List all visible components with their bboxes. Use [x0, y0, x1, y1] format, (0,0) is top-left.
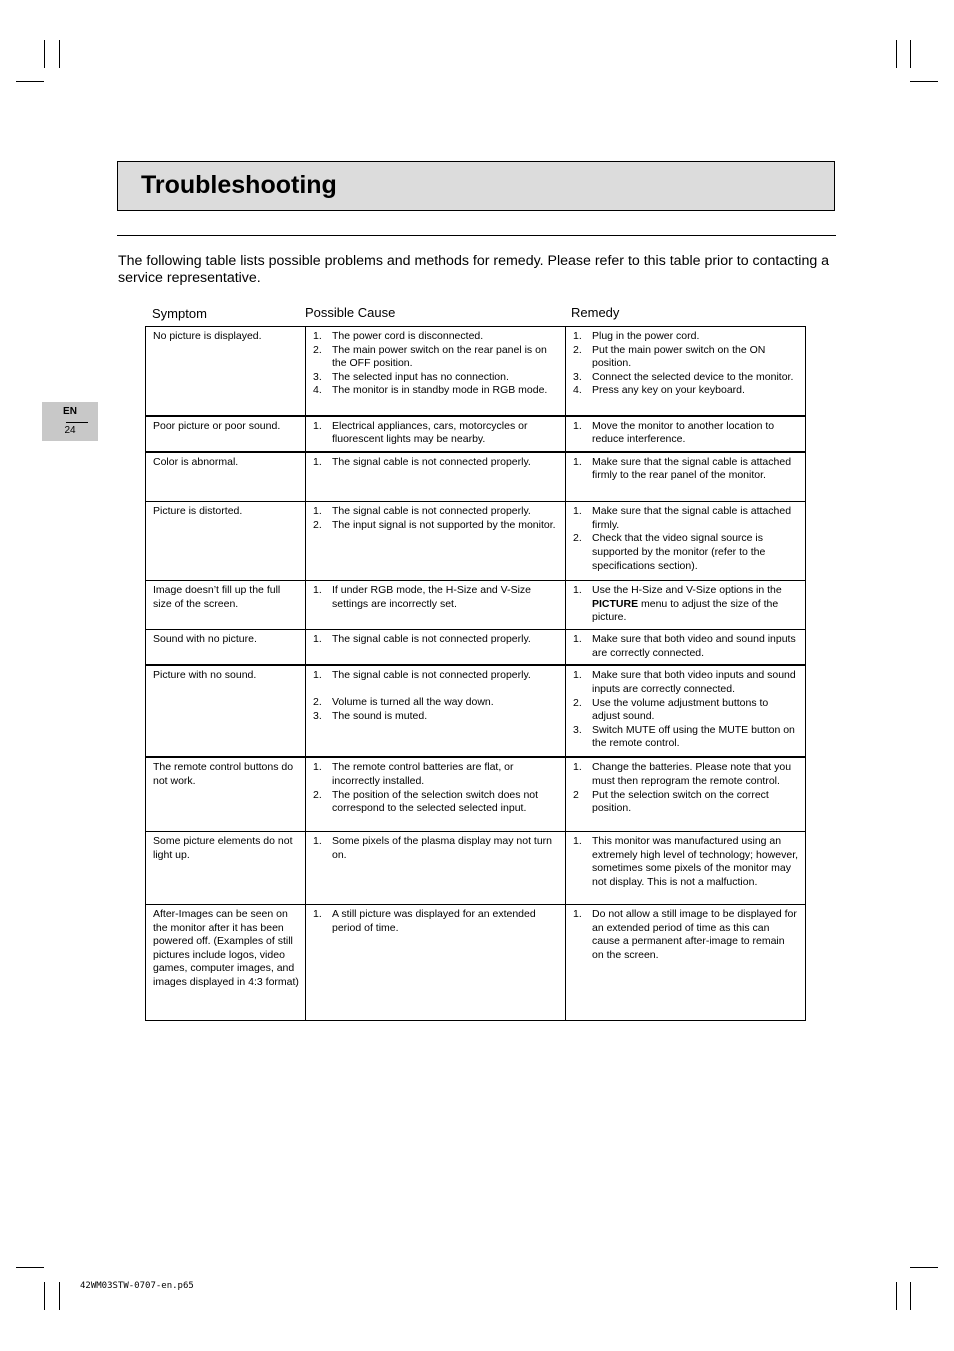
crop-mark	[910, 1282, 911, 1310]
list-item	[573, 697, 799, 724]
item-text: Move the monitor to another location to reduce interference.	[592, 419, 775, 446]
remedy-list	[573, 330, 799, 398]
list-item	[313, 669, 559, 683]
list-item	[573, 669, 799, 696]
list-item	[313, 908, 559, 935]
crop-mark	[910, 40, 911, 68]
cause-list	[313, 908, 559, 935]
item-number: 3.	[573, 370, 582, 383]
symptom-cell: Picture with no sound.	[146, 665, 306, 757]
list-item	[573, 724, 799, 751]
cause-list	[313, 420, 559, 447]
page-number: 24	[64, 425, 76, 436]
remedy-list	[573, 908, 799, 962]
symptom-cell: After-Images can be seen on the monitor after it has been powered off. (Examples of still pictures include logos, video games, computer images, and images displayed in 4:3 format)	[146, 904, 306, 1020]
cause-cell	[306, 581, 566, 630]
item-number: 1.	[573, 505, 582, 518]
item-number: 1.	[313, 505, 322, 518]
list-item	[313, 384, 559, 398]
list-item	[573, 532, 799, 573]
remedy-cell	[566, 904, 806, 1020]
item-number: 3.	[313, 709, 322, 722]
cause-list	[313, 669, 559, 723]
item-text: Make sure that the signal cable is attached firmly.	[592, 505, 792, 531]
list-item	[573, 371, 799, 385]
header-symptom: Symptom	[152, 306, 207, 321]
list-item	[573, 835, 799, 889]
cause-cell	[306, 665, 566, 757]
remedy-list	[573, 505, 799, 573]
item-text: If under RGB mode, the H-Size and V-Size settings are incorrectly set.	[332, 584, 532, 610]
remedy-list	[573, 584, 799, 625]
remedy-cell	[566, 327, 806, 416]
item-number: 1.	[573, 330, 582, 342]
item-number: 1.	[313, 907, 322, 920]
remedy-cell	[566, 831, 806, 904]
list-item	[313, 633, 559, 647]
symptom-cell: No picture is displayed.	[146, 327, 306, 416]
crop-mark	[896, 1282, 897, 1310]
remedy-cell	[566, 502, 806, 581]
item-number: 1.	[573, 669, 582, 682]
cause-list	[313, 584, 559, 611]
cause-cell	[306, 502, 566, 581]
crop-mark	[44, 40, 45, 68]
list-item	[313, 584, 559, 611]
item-number: 1.	[573, 907, 582, 920]
intro-paragraph: The following table lists possible problems and methods for remedy. Please refer to this table prior to contacting a service representative.	[118, 253, 830, 286]
list-item	[573, 633, 799, 660]
remedy-list	[573, 835, 799, 889]
cause-cell	[306, 416, 566, 452]
list-item	[313, 789, 559, 816]
list-item	[313, 696, 559, 710]
page-title: Troubleshooting	[141, 171, 337, 199]
item-text: The signal cable is not connected properly.	[332, 632, 531, 645]
item-text: The sound is muted.	[332, 709, 428, 722]
item-text: menu to adjust the size of the picture.	[592, 597, 779, 624]
item-number: 1.	[573, 455, 582, 468]
list-item	[573, 420, 799, 447]
crop-mark	[910, 81, 938, 82]
item-number: 4.	[573, 384, 582, 397]
item-text: Make sure that both video and sound inputs are correctly connected.	[592, 632, 796, 659]
item-text: The signal cable is not connected properly.	[332, 455, 531, 468]
item-text: Check that the video signal source is supported by the monitor (refer to the specifications section).	[592, 532, 766, 572]
list-item	[573, 505, 799, 532]
list-item	[573, 761, 799, 788]
item-text: Make sure that the signal cable is attached firmly to the rear panel of the monitor.	[592, 455, 792, 482]
cause-cell	[306, 904, 566, 1020]
title-banner	[117, 161, 835, 211]
item-text: Switch MUTE off using the MUTE button on the remote control.	[592, 723, 795, 750]
cause-list	[313, 835, 559, 862]
item-text: Electrical appliances, cars, motorcycles or fluorescent lights may be nearby.	[332, 419, 528, 446]
list-item	[573, 456, 799, 483]
cause-list	[313, 456, 559, 470]
item-number: 2.	[313, 696, 322, 709]
item-number: 1.	[573, 584, 582, 597]
symptom-cell: Some picture elements do not light up.	[146, 831, 306, 904]
cause-list	[313, 633, 559, 647]
remedy-list	[573, 761, 799, 815]
crop-mark	[59, 40, 60, 68]
crop-mark	[16, 1267, 44, 1268]
symptom-cell: Poor picture or poor sound.	[146, 416, 306, 452]
item-text: The power cord is disconnected.	[332, 330, 484, 342]
table-row	[146, 502, 806, 581]
cause-cell	[306, 757, 566, 831]
header-remedy: Remedy	[571, 305, 620, 320]
item-number: 2.	[573, 532, 582, 545]
cause-list	[313, 330, 559, 398]
item-text: Put the main power switch on the ON position.	[592, 343, 766, 370]
item-text: This monitor was manufactured using an extremely high level of technology; however, sometimes some pixels of the monitor may not display. This is not a malfuction.	[592, 834, 799, 888]
table-row	[146, 904, 806, 1020]
list-item	[313, 420, 559, 447]
item-text: The monitor is in standby mode in RGB mode.	[332, 384, 548, 397]
cause-cell	[306, 452, 566, 502]
item-text: Volume is turned all the way down.	[332, 696, 494, 709]
table-row	[146, 831, 806, 904]
item-text: The signal cable is not connected properly.	[332, 669, 531, 682]
remedy-cell	[566, 629, 806, 665]
item-text: The position of the selection switch does not correspond to the selected selected input.	[332, 788, 539, 815]
table-row	[146, 757, 806, 831]
remedy-cell	[566, 416, 806, 452]
cause-cell	[306, 629, 566, 665]
list-item	[313, 456, 559, 470]
title-rule	[117, 235, 836, 236]
item-text: Put the selection switch on the correct position.	[592, 788, 769, 815]
remedy-list	[573, 420, 799, 447]
item-number: 4.	[313, 384, 322, 397]
item-number: 1.	[313, 632, 322, 645]
list-item	[573, 789, 799, 816]
item-text: Use the H-Size and V-Size options in the	[592, 584, 782, 597]
item-text: Press any key on your keyboard.	[592, 384, 745, 397]
item-number: 1.	[313, 834, 322, 847]
crop-mark	[59, 1282, 60, 1310]
list-item	[313, 710, 559, 724]
item-text: Make sure that both video inputs and sound inputs are correctly connected.	[592, 669, 796, 696]
menu-name: PICTURE	[592, 597, 639, 610]
remedy-list	[573, 456, 799, 483]
remedy-cell	[566, 581, 806, 630]
item-text: Use the volume adjustment buttons to adjust sound.	[592, 696, 769, 723]
cause-cell	[306, 327, 566, 416]
list-item	[313, 344, 559, 371]
item-number: 2.	[313, 343, 322, 356]
item-number: 1.	[313, 419, 322, 432]
item-number: 1.	[313, 584, 322, 597]
item-number: 1.	[573, 632, 582, 645]
cause-list	[313, 761, 559, 815]
symptom-cell: Color is abnormal.	[146, 452, 306, 502]
item-text: The selected input has no connection.	[332, 370, 509, 383]
item-number: 2.	[313, 788, 322, 801]
item-number: 1.	[573, 834, 582, 847]
item-number: 1.	[313, 330, 322, 342]
table-row	[146, 327, 806, 416]
symptom-cell: Image doesn’t fill up the full size of the screen.	[146, 581, 306, 630]
troubleshooting-table	[145, 326, 806, 1021]
remedy-cell	[566, 452, 806, 502]
crop-mark	[16, 81, 44, 82]
list-item	[573, 330, 799, 344]
table-row	[146, 416, 806, 452]
item-text: The signal cable is not connected properly.	[332, 505, 531, 518]
item-number: 1.	[573, 419, 582, 432]
list-item	[573, 908, 799, 962]
remedy-list	[573, 633, 799, 660]
crop-mark	[896, 40, 897, 68]
header-possible-cause: Possible Cause	[305, 305, 396, 320]
item-number: 3.	[573, 723, 582, 736]
list-item	[313, 835, 559, 862]
item-text: Plug in the power cord.	[592, 330, 700, 342]
item-text: Change the batteries. Please note that you must then reprogram the remote control.	[592, 761, 792, 788]
item-number: 2	[573, 788, 579, 801]
cause-list	[313, 505, 559, 532]
crop-mark	[910, 1267, 938, 1268]
table-row	[146, 665, 806, 757]
list-item	[313, 519, 559, 533]
remedy-cell	[566, 757, 806, 831]
list-item	[313, 371, 559, 385]
footer-file-code: 42WM03STW-0707-en.p65	[80, 1281, 194, 1291]
tab-divider	[66, 422, 88, 423]
list-item	[573, 384, 799, 398]
list-item	[313, 330, 559, 344]
symptom-cell: Sound with no picture.	[146, 629, 306, 665]
list-item	[313, 761, 559, 788]
item-number: 1.	[313, 455, 322, 468]
item-number: 2.	[313, 518, 322, 531]
symptom-cell: Picture is distorted.	[146, 502, 306, 581]
list-item	[313, 505, 559, 519]
item-number: 3.	[313, 370, 322, 383]
table-row	[146, 452, 806, 502]
item-text: The main power switch on the rear panel is on the OFF position.	[332, 343, 547, 370]
item-text: The input signal is not supported by the monitor.	[332, 518, 556, 531]
item-text: A still picture was displayed for an extended period of time.	[332, 907, 536, 934]
list-item	[573, 344, 799, 371]
item-number: 2.	[573, 696, 582, 709]
table-row	[146, 629, 806, 665]
item-number: 2.	[573, 343, 582, 356]
item-number: 1.	[573, 761, 582, 774]
item-text: Some pixels of the plasma display may not turn on.	[332, 834, 553, 861]
item-text: The remote control batteries are flat, or incorrectly installed.	[332, 761, 514, 788]
item-text: Connect the selected device to the monitor.	[592, 370, 794, 383]
cause-cell	[306, 831, 566, 904]
crop-mark	[44, 1282, 45, 1310]
remedy-list	[573, 669, 799, 751]
item-text: Do not allow a still image to be displayed for an extended period of time as this can cause a permanent after-image to remain on the screen.	[592, 907, 797, 961]
remedy-cell	[566, 665, 806, 757]
item-number: 1.	[313, 761, 322, 774]
list-item	[573, 584, 799, 625]
item-number: 1.	[313, 669, 322, 682]
table-row	[146, 581, 806, 630]
symptom-cell: The remote control buttons do not work.	[146, 757, 306, 831]
language-page-tab	[42, 402, 98, 441]
language-label: EN	[63, 406, 77, 417]
